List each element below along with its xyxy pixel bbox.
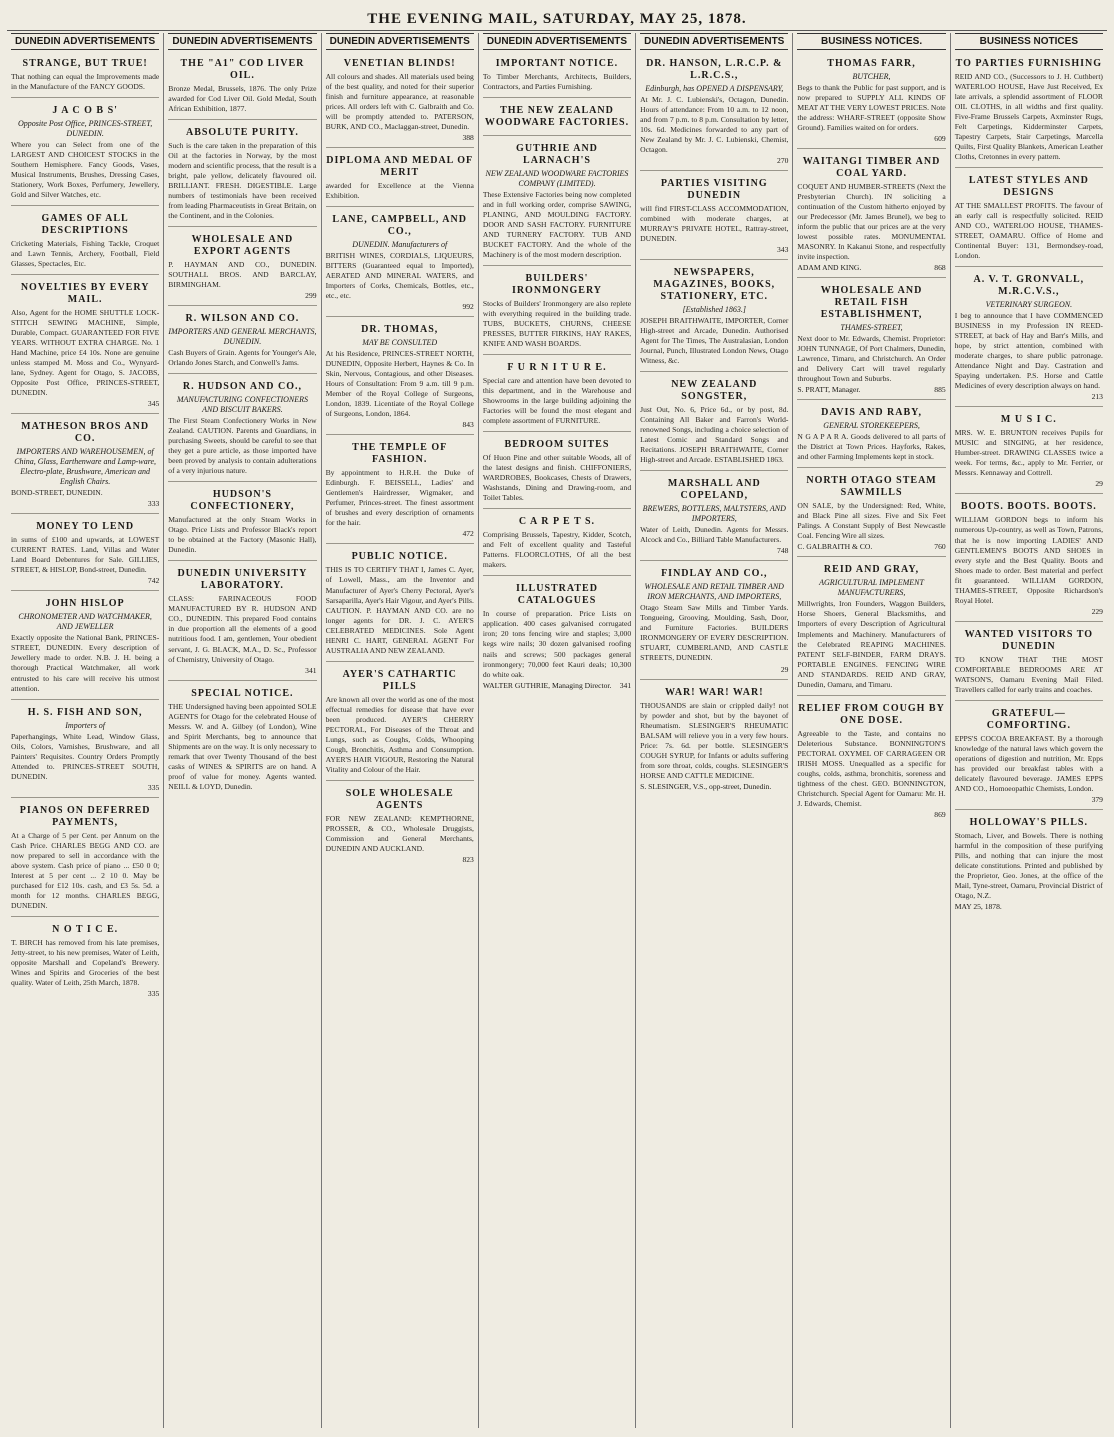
column-heading: DUNEDIN ADVERTISEMENTS	[640, 33, 788, 50]
advertisement	[797, 151, 945, 278]
advertisement-heading: GUTHRIE AND LARNACH'S	[516, 143, 598, 167]
advertisement-heading: WAR! WAR! WAR!	[664, 686, 764, 698]
advertisement-number: 345	[147, 399, 160, 409]
advertisement	[168, 229, 316, 306]
advertisement-heading: F U R N I T U R E.	[507, 362, 607, 374]
column-heading: DUNEDIN ADVERTISEMENTS	[11, 33, 159, 50]
columns-container	[7, 33, 1107, 1428]
advertisement-body: Cricketing Materials, Fishing Tackle, Croquet and Lawn Tennis, Archery, Football, Field Glasses, Spectacles, Etc.	[11, 239, 160, 269]
advertisement	[955, 703, 1103, 810]
advertisement-footer	[955, 902, 1103, 912]
advertisement-number: 748	[777, 546, 789, 556]
advertisement-body: TO KNOW THAT THE MOST COMFORTABLE BEDROOMS ARE AT WATSON'S, Oamaru Evening Mail Filed. Travellers called for early trains and coaches.	[954, 654, 1103, 694]
advertisement-heading: HOLLOWAY'S PILLS.	[969, 816, 1088, 828]
advertisement-subheading: VETERINARY SURGEON.	[985, 300, 1073, 310]
advertisement	[11, 702, 159, 798]
advertisement-body: All colours and shades. All materials used being of the best quality, and noted for their superior finish and furniture appearance, at reasonable prices. All orders left with C. Galbraith and Co. will be promptly attended to. PATERSON, BURK, AND CO., Maclaggan-street, Dunedin.	[325, 72, 474, 132]
advertisement-heading: SOLE WHOLESALE AGENTS	[345, 787, 454, 811]
advertisement-heading: C A R P E T S.	[518, 516, 596, 528]
advertisement-body: JOSEPH BRAITHWAITE, IMPORTER, Corner High-street and Arcade, Dunedin. Authorised Agent for The Times, The Australasian, London Journal, Punch, Illustrated London News, Otago Witness, &c.	[640, 316, 789, 366]
advertisement-heading: TO PARTIES FURNISHING	[955, 58, 1103, 69]
column-6	[793, 33, 950, 1428]
advertisement-body: By appointment to H.R.H. the Duke of Edinburgh. F. BEISSELL, Ladies' and Gentlemen's Hairdresser, Wigmaker, and Perfumer, Princes-street. The finest assortment of brushes and every description of ornaments for the hair.	[325, 468, 474, 528]
advertisement-body: THIS IS TO CERTIFY THAT I, James C. Ayer, of Lowell, Mass., am the Inventor and Manufacturer of Ayer's Cherry Pectoral, Ayer's Sarsaparilla, Ayer's Hair Vigour, and Ayer's Pills. CAUTION. P. HAYMAN AND CO. are no longer agents for DR. J. C. AYER'S CELEBRATED MEDICINES. Sole Agent HENRI C. HART, GENERAL AGENT For AUSTRALIA AND NEW ZEALAND.	[325, 565, 474, 655]
advertisement-heading: THOMAS FARR,	[827, 58, 916, 69]
advertisement	[326, 150, 474, 207]
advertisement-heading: BEDROOM SUITES	[504, 439, 610, 451]
advertisement-heading: DR. THOMAS,	[361, 324, 439, 336]
advertisement-number: 843	[462, 420, 474, 430]
advertisement-heading: JOHN HISLOP	[45, 598, 125, 610]
advertisement	[640, 563, 788, 679]
advertisement-body: THOUSANDS are slain or crippled daily! not by powder and shot, but by the bayonet of Rheumatism. SLESINGER'S RHEUMATIC BALSAM will relieve you in a very few hours. Price: 7s. 6d. per bottle. SLESINGER'S COUGH SYRUP, for Infants or adults suffering from sore throat, colds, coughs. SLESINGER'S HORSE AND CATTLE MEDICINE.	[640, 700, 789, 780]
advertisement-body: EPPS'S COCOA BREAKFAST. By a thorough knowledge of the natural laws which govern the operations of digestion and nutrition, Mr. Epps has provided our breakfast tables with a delicately flavoured beverage. JAMES EPPS AND CO., Homoeopathic Chemists, London.	[954, 733, 1103, 793]
advertisement-signature: C. GALBRAITH & CO.	[797, 542, 873, 552]
advertisement-footer	[11, 783, 159, 793]
advertisement-footer	[11, 989, 159, 999]
advertisement-subheading: NEW ZEALAND WOODWARE FACTORIES COMPANY (LIMITED).	[485, 169, 629, 189]
advertisement-body: BRITISH WINES, CORDIALS, LIQUEURS, BITTERS (Guaranteed equal to Imported), AERATED AND MINERAL WATERS, and Importers of Corks, Chemicals, Bottles, etc., etc., etc.	[325, 251, 474, 301]
advertisement-body: WILLIAM GORDON begs to inform his numerous Up-country, as well as Town, Patrons, that he is now importing LADIES' AND GENTLEMEN'S BOOTS AND SHOES in every style and the Best Quality. Boots and Shoes made to order. Best material and perfect fit guaranteed. WILLIAM GORDON, THAMES-STREET, Opposite Richardson's Royal Hotel.	[954, 515, 1103, 605]
advertisement-body: will find FIRST-CLASS ACCOMMODATION, combined with moderate charges, at MURRAY'S PRIVATE HOTEL, Rattray-street, DUNEDIN.	[640, 204, 789, 244]
advertisement-body: AT THE SMALLEST PROFITS. The favour of an early call is respectfully solicited. REID AND CO., WATERLOO HOUSE, THAMES-STREET, OAMARU. Office of Home and Continental Buyer: 131, Bermondsey-road, London.	[954, 201, 1103, 261]
advertisement-heading: HUDSON'S CONFECTIONERY,	[190, 489, 295, 513]
advertisement-body: Are known all over the world as one of the most effectual remedies for disease that have ever been produced. AYER'S CHERRY PECTORAL, For Diseases of the Throat and Lungs, such as Coughs, Colds, Whooping Cough, Bronchitis, Asthma and Consumption. AYER'S HAIR VIGOUR, Restoring the Natural Vitality and Colour of the Hair.	[325, 694, 474, 774]
advertisement-number: 213	[1091, 392, 1103, 402]
advertisement-footer	[797, 542, 945, 552]
advertisement-heading: LATEST STYLES AND DESIGNS	[968, 175, 1089, 199]
advertisement-heading: NEWSPAPERS, MAGAZINES, BOOKS, STATIONERY, ETC.	[653, 267, 776, 303]
advertisement-body: Where you can Select from one of the LARGEST AND CHOICEST STOCKS in the Southern Hemisphere. Fancy Goods, Vases, Musical Instruments, Brushes, Dressing Cases, Stationery, Work Boxes, Perfumery, Jewellery, Gold and Silver Watches, etc.	[11, 140, 160, 200]
advertisement-footer	[168, 291, 316, 301]
advertisement-number: 229	[1091, 606, 1103, 616]
advertisement	[483, 53, 631, 98]
advertisement	[483, 357, 631, 432]
advertisement-heading: H. S. FISH AND SON,	[27, 706, 143, 718]
advertisement-body: Bronze Medal, Brussels, 1876. The only Prize awarded for Cod Liver Oil. Gold Medal, South African Exhibition, 1877.	[168, 84, 317, 114]
advertisement-subheading: THAMES-STREET,	[840, 323, 903, 333]
advertisement-footer	[955, 479, 1103, 489]
advertisement	[640, 374, 788, 471]
column-7	[951, 33, 1107, 1428]
column-heading: DUNEDIN ADVERTISEMENTS	[168, 33, 316, 50]
advertisement-heading: BOOTS. BOOTS. BOOTS.	[960, 501, 1097, 513]
advertisement-signature: MAY 25, 1878.	[954, 901, 1002, 911]
advertisement-heading: A. V. T. GRONVALL, M.R.C.V.S.,	[973, 274, 1085, 298]
advertisement-heading: PUBLIC NOTICE.	[351, 551, 448, 563]
advertisement-number: 341	[619, 680, 632, 690]
advertisement-signature: S. PRATT, Manager.	[797, 385, 861, 395]
advertisement-body: That nothing can equal the Improvements made in the Manufacture of the FANCY GOODS.	[11, 72, 160, 92]
advertisement-footer	[11, 576, 159, 586]
column-5	[636, 33, 793, 1428]
advertisement-footer	[640, 245, 788, 255]
advertisement	[640, 682, 788, 796]
advertisement-heading: SPECIAL NOTICE.	[191, 687, 294, 699]
advertisement	[11, 100, 159, 206]
advertisement-subheading: AGRICULTURAL IMPLEMENT MANUFACTURERS,	[819, 578, 924, 598]
advertisement	[483, 100, 631, 136]
advertisement-number: 869	[934, 809, 946, 819]
advertisement-number: 379	[1091, 794, 1103, 804]
advertisement-heading: M U S I C.	[1000, 414, 1057, 426]
advertisement-heading: WANTED VISITORS TO DUNEDIN	[964, 628, 1094, 652]
advertisement-body: Otago Steam Saw Mills and Timber Yards. Tongueing, Grooving, Moulding, Sash, Door, and Furniture Factories. BUILDERS IRONMONGERY OF EVERY DESCRIPTION. STUART, CUMBERLAND, AND CASTLE STREETS, DUNEDIN.	[640, 603, 789, 663]
advertisement-body: Begs to thank the Public for past support, and is now prepared to SUPPLY ALL KINDS OF MEAT AT THE VERY LOWEST PRICES. Note the address: WHARF-STREET (opposite Show Ground). Families waited on for orders.	[797, 83, 946, 133]
advertisement-body: P. HAYMAN AND CO., DUNEDIN. SOUTHALL BROS. AND BARCLAY, BIRMINGHAM.	[168, 260, 317, 290]
advertisement-subheading: IMPORTERS AND GENERAL MERCHANTS, DUNEDIN.	[168, 327, 317, 347]
advertisement-heading: DIPLOMA AND MEDAL OF MERIT	[326, 155, 474, 179]
advertisement-number: 270	[777, 156, 789, 166]
advertisement-footer	[326, 529, 474, 539]
advertisement-body: MRS. W. E. BRUNTON receives Pupils for MUSIC and SINGING, at her residence, Humber-street. DRAWING CLASSES twice a week. For terms, &c., apply to Mr. Ferrier, or Messrs. Kennaway and Cottrell.	[954, 428, 1103, 478]
advertisement-number: 885	[934, 385, 946, 395]
advertisement-body: in sums of £100 and upwards, at LOWEST CURRENT RATES. Land, Villas and Water Land Board Debentures for Sale. GILLIES, STREET, & HISLOP, Bond-street, Dunedin.	[11, 535, 160, 575]
advertisement-number: 29	[780, 664, 789, 674]
advertisement-body: THE Undersigned having been appointed SOLE AGENTS for Otago for the celebrated House of Messrs. W. and A. Gilbey (of London), Wine and Spirit Merchants, beg to announce that Shipments are on the way. It is only necessary to remark that over Twenty Thousand of the best casks of WINES & SPIRITS are on hand. A proof of value for money. Agents wanted. NEILL & LOYD, Dunedin.	[168, 701, 317, 791]
advertisement-heading: IMPORTANT NOTICE.	[495, 58, 619, 69]
advertisement-heading: N O T I C E.	[52, 923, 119, 935]
advertisement-footer	[326, 420, 474, 430]
advertisement-body: I beg to announce that I have COMMENCED BUSINESS in my Profession IN REED-STREET, at back of Hay and Barr's Mills, and hope, by strict attention, combined with moderate charges, to share public patronage. Attendance Night and Day. Castration and Spaying undertaken. P.S. Horse and Cattle Medicines of every description always on hand.	[954, 311, 1103, 391]
advertisement-heading: THE NEW ZEALAND WOODWARE FACTORIES.	[484, 105, 630, 129]
advertisement-number: 29	[1095, 479, 1103, 489]
advertisement-body: FOR NEW ZEALAND: KEMPTHORNE, PROSSER, & CO., Wholesale Druggists, Commission and General Merchants, DUNEDIN AND AUCKLAND.	[325, 813, 474, 853]
advertisement-footer	[483, 681, 631, 691]
advertisement	[955, 269, 1103, 407]
advertisement-number: 992	[462, 302, 474, 312]
advertisement-body: Special care and attention have been devoted to this department, and in the Warehouse and Showrooms in the large building adjoining the Factories will be found the most elegant and complete assortment of FURNITURE.	[482, 376, 632, 426]
advertisement-body: N G A P A R A. Goods delivered to all parts of the District at Town Prices. Hayforks, Rakes, and other Farming Implements kept in stock.	[797, 432, 946, 462]
advertisement	[326, 209, 474, 317]
advertisement-heading: DUNEDIN UNIVERSITY LABORATORY.	[177, 568, 308, 592]
advertisement	[640, 173, 788, 260]
advertisement-body: Paperhangings, White Lead, Window Glass, Oils, Colors, Varnishes, Brushware, and all Painters' Requisites. Country Orders Promptly Attended to. PRINCES-STREET SOUTH, DUNEDIN.	[11, 731, 160, 781]
advertisement-body: REID AND CO., (Successors to J. H. Cuthbert) WATERLOO HOUSE, Have Just Received, Ex late arrivals, a splendid assortment of FLOOR OIL CLOTHS, in all widths and first quality. Five-Frame Brussels Carpets, Axminster Rugs, Felt Carpetings, Kidderminster Carpets, Tapestry Carpets, Stair Carpetings, Marcella Quilts, First Quality Blankets, American Leather Cloths, Cretonnes in every pattern.	[954, 72, 1103, 162]
advertisement-number: 388	[462, 133, 474, 143]
advertisement-heading: WHOLESALE AND RETAIL FISH ESTABLISHMENT,	[820, 285, 923, 321]
advertisement	[168, 376, 316, 482]
advertisement	[168, 122, 316, 227]
advertisement-footer	[326, 133, 474, 143]
advertisement-subheading: Importers of	[65, 720, 106, 730]
column-heading: DUNEDIN ADVERTISEMENTS	[326, 33, 474, 50]
advertisement-heading: NOVELTIES BY EVERY MAIL.	[20, 282, 150, 306]
advertisement	[483, 138, 631, 266]
advertisement-subheading: [Established 1863.]	[682, 305, 747, 315]
advertisement-subheading: Edinburgh, has OPENED A DISPENSARY,	[645, 84, 784, 93]
advertisement-footer	[955, 607, 1103, 617]
advertisement-footer	[640, 546, 788, 556]
advertisement-subheading: IMPORTERS AND WAREHOUSEMEN, of China, Glass, Earthenware and Lamp-ware, Electro-plate, Brushware, American and English Chairs.	[14, 447, 157, 487]
advertisement-subheading: GENERAL STOREKEEPERS,	[823, 421, 920, 431]
advertisement-number: 868	[934, 263, 946, 273]
advertisement-number: 299	[305, 291, 317, 301]
advertisement-signature: WALTER GUTHRIE, Managing Director.	[482, 680, 612, 690]
advertisement-heading: BUILDERS' IRONMONGERY	[511, 273, 603, 297]
advertisement-subheading: MANUFACTURING CONFECTIONERS AND BISCUIT BAKERS.	[176, 395, 309, 415]
advertisement-heading: DAVIS AND RABY,	[821, 407, 922, 419]
advertisement-footer	[955, 795, 1103, 805]
advertisement-heading: ILLUSTRATED CATALOGUES	[516, 583, 598, 607]
advertisement	[483, 434, 631, 509]
advertisement-subheading: CHRONOMETER AND WATCHMAKER, AND JEWELLER	[18, 612, 152, 632]
advertisement	[11, 593, 159, 699]
advertisement-heading: NORTH OTAGO STEAM SAWMILLS	[806, 475, 937, 499]
advertisement	[11, 277, 159, 414]
advertisement-subheading: BUTCHER,	[852, 72, 891, 81]
advertisement-signature: S. SLESINGER, V.S., opp-street, Dunedin.	[640, 781, 772, 791]
advertisement	[326, 319, 474, 435]
advertisement-heading: J A C O B S'	[52, 105, 118, 117]
advertisement-footer	[955, 392, 1103, 402]
advertisement-body: In course of preparation. Price Lists on application. 400 cases galvanised corrugated iron; 20 tons fencing wire and staples; 3,000 kegs wire nails; 30 dozen galvanised roofing nails and screws; 500 packages general ironmongery; 70,000 feet Kauri deals; 10,300 do white oak.	[482, 609, 632, 679]
advertisement-body: Such is the care taken in the preparation of this Oil at the factories in Norway, by the most modern and scientific process, that the result is a bright, pale yellow, delicately flavoured oil. BRILLIANT. FRESH. DIGESTIBLE. Large numbers of testimonials have been received from leading Pharmaceutists in Great Britain, on the Continent, and in the Colonies.	[168, 141, 317, 221]
advertisement-body: Of Huon Pine and other suitable Woods, all of the latest designs and finish. CHIFFONIERS, WARDROBES, Bookcases, Chests of Drawers, Washstands, Dining and Drawing-room, and Toilet Tables.	[482, 453, 632, 503]
advertisement-number: 742	[147, 576, 160, 586]
masthead-title: THE EVENING MAIL, SATURDAY, MAY 25, 1878.	[7, 8, 1107, 31]
advertisement	[326, 664, 474, 781]
advertisement-heading: ABSOLUTE PURITY.	[185, 127, 299, 139]
advertisement	[11, 416, 159, 514]
advertisement-heading: WHOLESALE AND EXPORT AGENTS	[191, 234, 294, 258]
advertisement-body: These Extensive Factories being now completed and in full working order, comprise SAWING, PLANING, AND MOULDING FACTORY. DOOR AND SASH FACTORY. FURNITURE AND TURNERY FACTORY. TUB AND BUCKET FACTORY. And the whole of the Machinery is of the most modern description.	[482, 190, 632, 260]
advertisement	[11, 800, 159, 917]
advertisement	[955, 409, 1103, 494]
advertisement-number: 472	[462, 529, 474, 539]
advertisement-footer	[797, 385, 945, 395]
advertisement-body: Stomach, Liver, and Bowels. There is nothing harmful in the composition of these purifying Pills, and nothing that can injure the most delicate constitutions. Printed and published by the Proprietor, Geo. Jones, at the office of the Mail, Tyne-street, Oamaru, Provincial District of Otago, N.Z.	[954, 830, 1103, 900]
advertisement-body: At his Residence, PRINCES-STREET NORTH, DUNEDIN, Opposite Herbert, Haynes & Co. In Skin, Nervous, Contagious, and other Diseases. Hours of Consultation: From 9 a.m. till 9 p.m. Member of the Royal College of Surgeons, London, 1839. Licentiate of the Royal College of Surgeons, London, 1864.	[325, 349, 474, 419]
advertisement-body: Millwrights, Iron Founders, Waggon Builders, Horse Shoers, General Blacksmiths, and Importers of every Description of Agricultural Implements and Machinery. Manufacturers of the Celebrated REAPING MACHINES. PATENT SELF-BINDER, FARM DRAYS. PORTABLE ENGINES. FENCING WIRE AND STANDARDS. REID AND GRAY, Dunedin, Oamaru, and Timaru.	[797, 599, 946, 689]
advertisement-body: Exactly opposite the National Bank, PRINCES-STREET, DUNEDIN. Every description of Jewellery made to order. N.B. J. H. being a thorough Practical Watchmaker, all work entrusted to his care will receive his utmost attention.	[11, 633, 160, 693]
advertisement-body: Next door to Mr. Edwards, Chemist. Proprietor: JOHN TUNNAGE, Of Port Chalmers, Dunedin, Lawrence, Timaru, and Christchurch. An Order and Delivery Cart will travel regularly throughout Town and Suburbs.	[797, 334, 946, 384]
advertisement	[326, 783, 474, 869]
advertisement-footer	[11, 399, 159, 409]
advertisement-heading: MONEY TO LEND	[36, 521, 135, 533]
advertisement-number: 335	[147, 988, 160, 998]
advertisement-body: T. BIRCH has removed from his late premises, Jetty-street, to his new premises, Water of Leith, opposite Marshall and Copeland's Brewery. Wines and Spirits and Groceries of the best quality. Water of Leith, 25th March, 1878.	[11, 937, 160, 987]
advertisement-heading: THE TEMPLE OF FASHION.	[352, 442, 448, 466]
advertisement-footer	[326, 302, 474, 312]
advertisement-heading: REID AND GRAY,	[823, 564, 920, 576]
advertisement-body: Water of Leith, Dunedin. Agents for Messrs. Alcock and Co., Billiard Table Manufacturers.	[640, 525, 789, 545]
advertisement-body: COQUET AND HUMBER-STREETS (Next the Presbyterian Church). IN soliciting a continuation of the Custom hitherto enjoyed by our Predecessor (Mr. James Brunel), we beg to inform the public that our prices are at the very lowest possible rates. MONUMENTAL MASONRY. In Kakanui Stone, and respectfully invite inspection.	[797, 182, 946, 262]
advertisement-footer	[797, 810, 945, 820]
advertisement	[168, 563, 316, 680]
advertisement-body: At Mr. J. C. Lubienski's, Octagon, Dunedin. Hours of attendance: From 10 a.m. to 12 noon, and from 7 p.m. to 8 p.m. Consultation by letter, 10s. 6d. Medicines forwarded to any part of New Zealand by Mr. J. C. Lubienski, Chemist, Octagon.	[640, 95, 789, 155]
advertisement-heading: DR. HANSON, L.R.C.P. & L.R.C.S.,	[646, 58, 783, 81]
advertisement	[483, 578, 631, 694]
advertisement-body: CLASS: FARINACEOUS FOOD MANUFACTURED BY R. HUDSON AND CO., DUNEDIN. This prepared Food contains in due proportion all the elements of a good nutritious food. I am, gentlemen, Your obedient servant, J. G. BLACK, M.A., D. Sc., Professor of Chemistry, University of Otago.	[168, 594, 317, 664]
advertisement-body: Cash Buyers of Grain. Agents for Younger's Ale, Orlando Jones Starch, and Conwell's Jams.	[168, 348, 317, 368]
advertisement-body: Also, Agent for the HOME SHUTTLE LOCK-STITCH SEWING MACHINE, Simple, Durable, Compact. GUARANTEED FOR FIVE YEARS. WITHOUT EXTRA CHARGE. No. 1 Hand Machine, price £4 10s. None are genuine unless stamped M. Moss and Co., Wynyard-lane, Sydney. Agent for Otago, S. JACOBS, Opposite Post Office, PRINCES-STREET, DUNEDIN.	[11, 308, 160, 398]
advertisement-heading: MATHESON BROS AND CO.	[21, 421, 150, 445]
advertisement-body: Stocks of Builders' Ironmongery are also replete with everything required in the building trade. TUBS, BUCKETS, CHURNS, CHEESE PRESSES, BUTTER FIRKINS, HAY RAKES, KNIFE AND WASH BOARDS.	[482, 299, 632, 349]
advertisement-footer	[640, 156, 788, 166]
advertisement	[797, 698, 945, 824]
advertisement	[797, 559, 945, 695]
column-1	[7, 33, 164, 1428]
advertisement	[797, 402, 945, 468]
column-3	[322, 33, 479, 1428]
column-heading: DUNEDIN ADVERTISEMENTS	[483, 33, 631, 50]
advertisement-body: awarded for Excellence at the Vienna Exhibition.	[325, 181, 474, 201]
advertisement	[640, 262, 788, 372]
column-2	[164, 33, 321, 1428]
advertisement-footer	[11, 499, 159, 509]
advertisement-number: 341	[305, 665, 317, 675]
advertisement-body: BOND-STREET, DUNEDIN.	[11, 488, 103, 498]
advertisement-heading: GRATEFUL—COMFORTING.	[986, 707, 1071, 731]
advertisement-number: 823	[462, 854, 474, 864]
advertisement-signature: ADAM AND KING.	[797, 263, 862, 273]
advertisement-heading: FINDLAY AND CO.,	[661, 568, 768, 580]
advertisement-subheading: DUNEDIN. Manufacturers of	[352, 240, 448, 250]
advertisement-number: 335	[147, 782, 160, 792]
advertisement	[11, 208, 159, 275]
advertisement	[955, 170, 1103, 267]
advertisement-footer	[326, 855, 474, 865]
advertisement-body: Just Out, No. 6, Price 6d., or by post, 8d. Containing All Baker and Farron's World-renowned Songs, including a choice selection of Latest Comic and Standard Songs and Recitations. JOSEPH BRAITHWAITE, Corner High-street and Arcade. ESTABLISHED 1863.	[640, 405, 789, 465]
advertisement-heading: WAITANGI TIMBER AND COAL YARD.	[802, 156, 941, 180]
advertisement-heading: R. HUDSON AND CO.,	[182, 381, 302, 393]
advertisement	[483, 511, 631, 576]
advertisement	[11, 53, 159, 98]
advertisement-number: 609	[934, 134, 946, 144]
advertisement	[168, 53, 316, 120]
advertisement-heading: PIANOS ON DEFERRED PAYMENTS,	[19, 804, 151, 828]
advertisement-subheading: MAY BE CONSULTED	[362, 338, 438, 348]
advertisement	[11, 516, 159, 591]
advertisement-body: Manufactured at the only Steam Works in Otago. Price Lists and Professor Black's report to be obtained at the Factory (Masonic Hall), Dunedin.	[168, 515, 317, 555]
advertisement-body: Comprising Brussels, Tapestry, Kidder, Scotch, and Felt of excellent quality and Tasteful Patterns. FLOORCLOTHS, Of all the best makers.	[482, 530, 632, 570]
advertisement-body: Agreeable to the Taste, and contains no Deleterious Substance. BONNINGTON'S PECTORAL OXYMEL OF CARRAGEEN OR IRISH MOSS. Unequalled as a specific for coughs, colds, asthma, bronchitis, soreness and tightness of the chest. GEO. BONNINGTON, Christchurch. Special Agent for Oamaru: Mr. H. J. Edwards, Chemist.	[797, 728, 946, 808]
advertisement-number: 333	[147, 499, 160, 509]
advertisement-heading: RELIEF FROM COUGH BY ONE DOSE.	[798, 702, 945, 726]
advertisement-number: 343	[777, 245, 789, 255]
advertisement-heading: PARTIES VISITING DUNEDIN	[660, 178, 768, 202]
advertisement-heading: R. WILSON AND CO.	[185, 313, 300, 325]
advertisement-heading: NEW ZEALAND SONGSTER,	[671, 379, 758, 403]
advertisement-body: ON SALE, by the Undersigned: Red, White, and Black Pine all sizes. Five and Six Feet Palings. A Constant Supply of Best Newcastle Coal. Fencing Wire all sizes.	[797, 501, 946, 541]
column-heading: BUSINESS NOTICES	[955, 33, 1103, 50]
advertisement-footer	[797, 134, 945, 144]
advertisement	[955, 624, 1103, 701]
advertisement	[640, 473, 788, 561]
advertisement	[326, 53, 474, 148]
advertisement-body: The First Steam Confectionery Works in New Zealand. CAUTION. Parents and Guardians, in purchasing Sweets, should be careful to see that they get a pure article, as those imported have been proved by analysis to contain adulterations of a very injurious nature.	[168, 416, 317, 476]
advertisement-footer	[640, 665, 788, 675]
advertisement	[483, 268, 631, 355]
advertisement	[797, 53, 945, 149]
advertisement-footer	[797, 263, 945, 273]
advertisement	[955, 496, 1103, 621]
advertisement	[168, 683, 316, 797]
advertisement-body: At a Charge of 5 per Cent. per Annum on the Cash Price. CHARLES BEGG AND CO. are now prepared to sell in accordance with the above system. Cash price of piano ... £50 0 0; Interest at 5 per cent ... 2 10 0. May be purchased for £12 10s. cash, and £3 5s. 5d. a month for 12 months. CHARLES BEGG, DUNEDIN.	[11, 830, 160, 910]
advertisement	[955, 53, 1103, 168]
advertisement-heading: AYER'S CATHARTIC PILLS	[342, 668, 457, 692]
advertisement	[326, 546, 474, 661]
advertisement-heading: STRANGE, BUT TRUE!	[22, 58, 148, 69]
advertisement-body: To Timber Merchants, Architects, Builders, Contractors, and Parties Furnishing.	[482, 72, 632, 92]
advertisement	[640, 53, 788, 171]
advertisement	[168, 308, 316, 374]
advertisement	[11, 919, 159, 1003]
advertisement-subheading: WHOLESALE AND RETAIL TIMBER AND IRON MERCHANTS, AND IMPORTERS,	[644, 582, 784, 602]
advertisement	[797, 280, 945, 400]
advertisement-heading: THE "A1" COD LIVER OIL.	[180, 58, 305, 81]
advertisement	[797, 470, 945, 557]
advertisement-subheading: Opposite Post Office, PRINCES-STREET, DUNEDIN.	[18, 119, 153, 139]
advertisement	[955, 812, 1103, 916]
advertisement-heading: VENETIAN BLINDS!	[343, 58, 456, 69]
advertisement-heading: MARSHALL AND COPELAND,	[667, 478, 761, 502]
column-heading: BUSINESS NOTICES.	[797, 33, 945, 50]
advertisement-heading: GAMES OF ALL DESCRIPTIONS	[41, 213, 129, 237]
advertisement-footer	[168, 666, 316, 676]
advertisement	[168, 484, 316, 561]
advertisement-subheading: BREWERS, BOTTLERS, MALTSTERS, AND IMPORTERS,	[642, 504, 786, 524]
advertisement-footer	[640, 782, 788, 792]
column-4	[479, 33, 636, 1428]
advertisement	[326, 437, 474, 544]
advertisement-heading: LANE, CAMPBELL, AND CO.,	[332, 214, 467, 238]
advertisement-number: 760	[934, 542, 946, 552]
